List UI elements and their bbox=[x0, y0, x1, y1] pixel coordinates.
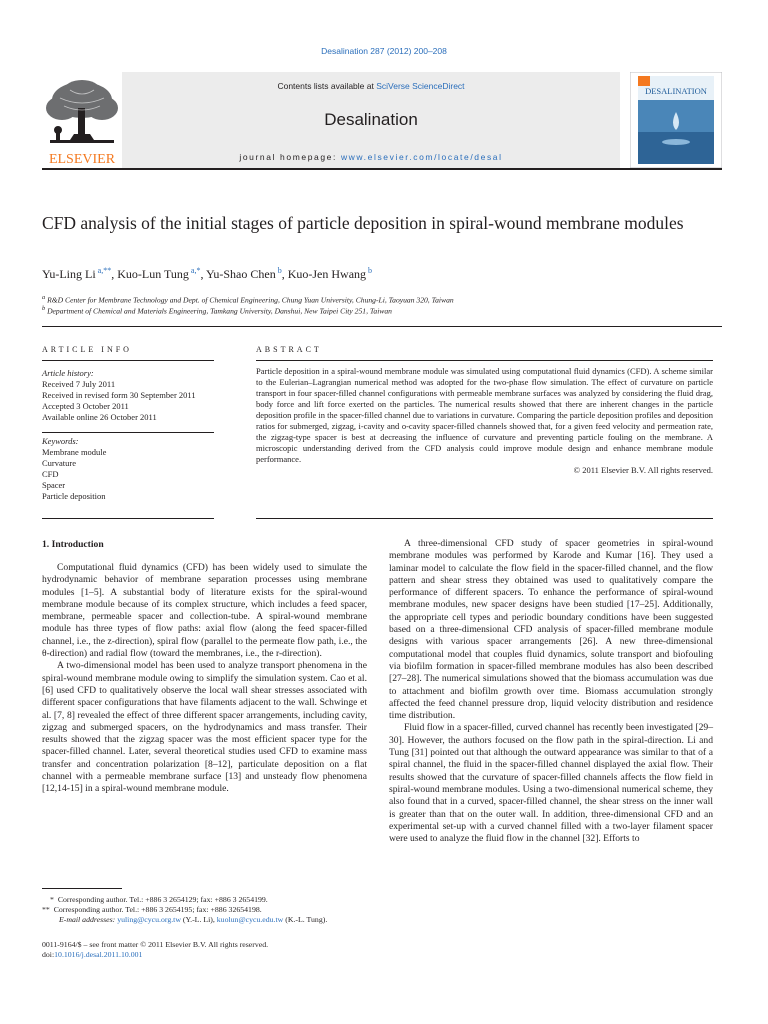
body-paragraph: Fluid flow in a spacer-filled, curved channel has recently been investigated [29–30]. However, the authors focused on the flow path in the spiral-direction. Li and Tung [31] pointed out that although the outward appearance was similar to that of a spiral channel, the fluid in the spacer-filled channel displayed the axial flow. Their results showed that the curvature of spacer-filled channels affects the flow field in spiral-wound membrane modules. Using a two-dimensional numerical scheme, they also found that in a curved, spacer-filled channel, the shear stress on the inner wall is greater than that on the outer wall. In addition, three-dimensional CFD and an experimental set-up with a curved channel filled with a two-layer filament spacer were used to analyze the fluid flow in the channel [32]. Efforts to bbox=[389, 722, 713, 845]
abstract-end-rule bbox=[256, 518, 713, 519]
footnote-rule bbox=[42, 888, 122, 889]
history-item: Received in revised form 30 September 2011 bbox=[42, 390, 196, 400]
body-paragraph: A three-dimensional CFD study of spacer geometries in spiral-wound membrane modules was performed by Karode and Kumar [16]. They used a laminar model to calculate the flow field in the spacer-filled channel, and the flow pattern and shear stress they obtained was used to qualitatively compare the performance of different spacers. To enhance the performance of spiral-wound membrane modules, new spacer designs have been studied [17–25]. Additionally, the appropriate cell types and periodic boundary conditions have been suggested based on a three-dimensional CFD analysis of spacer-filled membrane module designs with various spacer arrangements [26]. A new three-dimensional computational model that couples fluid dynamics, solute transport and biofouling via biofilm formation in spacer-filled membrane modules has also been described [27–28]. The numerical simulations showed that the biomass accumulation was due to attachment and biofilm growth over time. Biomass accumulation strongly affected the feed channel pressure drop, liquid velocity distribution and residence time distribution. bbox=[389, 538, 713, 722]
keywords: Keywords: Membrane module Curvature CFD Spacer Particle deposition bbox=[42, 436, 214, 502]
body-left-column bbox=[42, 562, 367, 796]
author-list: Yu-Ling Li $^{a,**}$, Kuo-Lun Tung $^{a,*}$, Yu-Shao Chen $^b$, Kuo-Jen Hwang $^b$ bbox=[42, 266, 373, 281]
journal-header bbox=[122, 72, 620, 168]
cover-title: DESALINATION bbox=[645, 86, 707, 96]
article-info-end-rule bbox=[42, 518, 214, 519]
sciencedirect-link[interactable]: SciVerse ScienceDirect bbox=[376, 81, 465, 91]
history-item: Accepted 3 October 2011 bbox=[42, 401, 129, 411]
body-right-column bbox=[389, 538, 713, 845]
abstract-heading: ABSTRACT bbox=[256, 345, 322, 354]
doi-link[interactable]: 10.1016/j.desal.2011.10.001 bbox=[54, 950, 143, 959]
doi-line: doi:10.1016/j.desal.2011.10.001 bbox=[42, 950, 143, 959]
article-info-heading: ARTICLE INFO bbox=[42, 345, 132, 354]
article-history: Article history: Received 7 July 2011 Received in revised form 30 September 2011 Accepted 3 October 2011 Available online 26 October 2011 bbox=[42, 368, 214, 423]
author-name: Kuo-Jen Hwang bbox=[287, 267, 367, 281]
elsevier-logo[interactable] bbox=[40, 78, 124, 168]
journal-homepage: journal homepage: www.elsevier.com/locate/desal bbox=[239, 152, 503, 162]
keyword: CFD bbox=[42, 469, 59, 479]
affiliation-b: $^b$ Department of Chemical and Materials Engineering, Tamkang University, Danshui, New Taipei City 251, Taiwan bbox=[42, 305, 392, 316]
author-marks[interactable]: a,* bbox=[188, 266, 201, 275]
abstract-rule bbox=[256, 360, 713, 361]
footnote: ** Corresponding author. Tel.: +886 3 2654195; fax: +886 32654198. bbox=[42, 905, 262, 914]
footnotes bbox=[42, 895, 372, 925]
author-name: Yu-Shao Chen bbox=[206, 267, 276, 281]
history-item: Available online 26 October 2011 bbox=[42, 412, 157, 422]
body-paragraph: A two-dimensional model has been used to analyze transport phenomena in the spiral-wound membrane module owing to simplify the simulation system. Cao et al. [6] used CFD to qualitatively observe the local wall shear stresses associated with different spacer configurations that have filaments adjacent to the wall. Schwinge et al. [7, 8] revealed the effect of three different spacer arrangements, including cavity, zigzag and submerged spacers, on the hydrodynamics and mass transfer. Their results showed that the zigzag spacer was the most efficient spacer type for the spacer-filled channel. Later, several theoretical studies used CFD to examine mass transfer and concentration polarization [8–12], particulate deposition on a flat channel with a permeable membrane surface [13] and unsteady flow phenomena [12,14-15] in a spiral-wound membrane module. bbox=[42, 660, 367, 795]
homepage-link[interactable]: www.elsevier.com/locate/desal bbox=[340, 152, 503, 162]
keyword: Particle deposition bbox=[42, 491, 106, 501]
elsevier-wordmark: ELSEVIER bbox=[48, 152, 116, 167]
author-name: Yu-Ling Li bbox=[42, 267, 96, 281]
email-link[interactable]: yuling@cycu.org.tw bbox=[117, 915, 181, 924]
keyword: Spacer bbox=[42, 480, 66, 490]
article-title: CFD analysis of the initial stages of particle deposition in spiral-wound membrane modules bbox=[42, 213, 684, 233]
affiliation-rule bbox=[42, 326, 722, 327]
article-info-rule bbox=[42, 360, 214, 361]
author-marks[interactable]: b bbox=[275, 266, 282, 275]
footnote: * Corresponding author. Tel.: +886 3 2654129; fax: +886 3 2654199. bbox=[50, 895, 268, 904]
author-marks[interactable]: b bbox=[366, 266, 373, 275]
footnote-emails: E-mail addresses: yuling@cycu.org.tw (Y.-L. Li), kuolun@cycu.edu.tw (K.-L. Tung). bbox=[59, 915, 328, 924]
header-rule bbox=[42, 168, 722, 170]
section-heading: 1. Introduction bbox=[42, 539, 104, 550]
journal-title: Desalination bbox=[324, 110, 418, 129]
keyword: Curvature bbox=[42, 458, 76, 468]
front-matter bbox=[42, 940, 372, 960]
body-paragraph: Computational fluid dynamics (CFD) has been widely used to simulate the hydrodynamic behavior of membrane separation processes using membrane modules [1–5]. A substantial body of literature exists for the spiral-wound membrane module because of its complex structure, which includes a feed spacer, membrane, permeable spacer and collection-tube. A spiral-wound membrane module has three types of flow paths: axial flow (along the feed spacer-filled channel, i.e., the z-direction), spiral flow (parallel to the permeate flow path, i.e., the θ-direction) and radial flow (toward the membranes, i.e., the r-direction). bbox=[42, 562, 367, 660]
abstract-text: Particle deposition in a spiral-wound membrane module was simulated using computational fluid dynamics (CFD). A scheme similar to the Eulerian–Lagrangian numerical method was adopted for the two-phase flow simulation. The effect of curvature on particle transport in four spacer-filled channel configurations with permeable membrane surfaces was analyzed by considering the fluid drag, body force and lift force exerted on the particles. The numerical results showed that there are inherent changes in the particle deposition profile in the spacer-filled channel due to variations in curvature. Comparing the particle deposition profiles and deposition ratios for submerged, zigzag, i-cavity and o-cavity spacer-filled channels showed that, for a given feed velocity and permeation rate, the zigzag-type spacer is best at decreasing the influence of curvature and preventing particle fouling on the membrane. A microscopic understanding derived from the CFD analysis could improve module design and enhance membrane module performance. bbox=[256, 366, 713, 464]
contents-line: Contents lists available at SciVerse ScienceDirect bbox=[277, 81, 465, 91]
history-item: Received 7 July 2011 bbox=[42, 379, 116, 389]
abstract-body bbox=[256, 366, 713, 476]
author-marks[interactable]: a,** bbox=[95, 266, 112, 275]
email-link[interactable]: kuolun@cycu.edu.tw bbox=[216, 915, 284, 924]
keyword: Membrane module bbox=[42, 447, 107, 457]
journal-cover-image[interactable] bbox=[630, 72, 722, 168]
journal-citation[interactable]: Desalination 287 (2012) 200–208 bbox=[321, 46, 447, 56]
affiliation-a: $^a$ R&D Center for Membrane Technology and Dept. of Chemical Engineering, Chung Yuan University, Chung-Li, Taoyuan 320, Taiwan bbox=[42, 294, 454, 305]
author-name: Kuo-Lun Tung bbox=[117, 267, 189, 281]
abstract-copyright: © 2011 Elsevier B.V. All rights reserved. bbox=[573, 465, 713, 475]
issn-line: 0011-9164/$ – see front matter © 2011 Elsevier B.V. All rights reserved. bbox=[42, 940, 269, 949]
keywords-rule bbox=[42, 432, 214, 433]
